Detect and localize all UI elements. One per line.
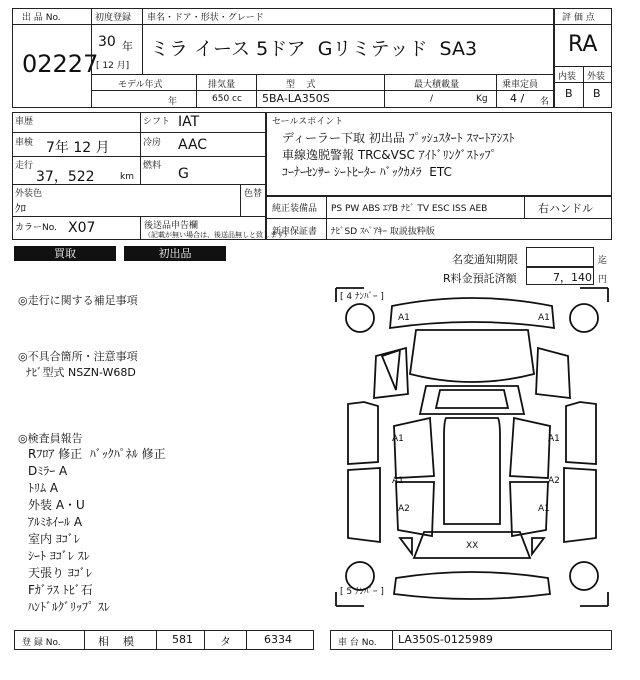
- car-name-label: 車名・ドア・形状・グレード: [147, 13, 264, 23]
- sales-points-label: セールスポイント: [272, 117, 344, 127]
- buy-badge: 買取: [14, 246, 116, 261]
- type-value: 5BA-LA350S: [262, 92, 330, 105]
- ac-value: AAC: [178, 137, 208, 153]
- recycle-label: R料金預託済額: [443, 272, 517, 285]
- inspector-line: Dﾐﾗｰ A: [28, 464, 68, 478]
- name-change-unit: 迄: [598, 256, 608, 266]
- car-damage-diagram: [334, 286, 610, 608]
- first-listing-badge: 初出品: [124, 246, 226, 261]
- damage-mark: A1: [392, 476, 404, 486]
- sales-point-line: ディーラー下取 初出品 ﾌﾟｯｼｭｽﾀｰﾄ ｽﾏｰﾄｱｼｽﾄ: [282, 131, 515, 145]
- name-change-box: [526, 247, 594, 267]
- damage-mark: A2: [398, 504, 410, 514]
- damage-mark: A1: [538, 313, 550, 323]
- defects-title: ◎不具合箇所・注意事項: [18, 350, 138, 363]
- ac-label: 冷房: [143, 138, 162, 148]
- inspector-line: 天張り ﾖｺﾞﾚ: [28, 566, 92, 580]
- max-load-label: 最大積載量: [414, 80, 460, 90]
- first-reg-label: 初度登録: [95, 13, 132, 23]
- registration-kana: タ: [220, 635, 231, 648]
- chassis-label: 車 台 No.: [338, 638, 377, 648]
- damage-mark: XX: [466, 541, 479, 551]
- inspector-line: 室内 ﾖｺﾞﾚ: [28, 532, 80, 546]
- type-label: 型 式: [286, 80, 316, 90]
- eval-score: RA: [568, 32, 598, 57]
- damage-mark: A1: [398, 313, 410, 323]
- fuel-value: G: [178, 166, 189, 182]
- rear-plate-label: [ 5 ﾅﾝﾊﾞｰ ]: [340, 587, 384, 597]
- model-year-label: モデル年式: [118, 80, 163, 90]
- inspector-line: 外装 A・U: [28, 498, 85, 512]
- inspector-line: ｼｰﾄ ﾖｺﾞﾚ ｽﾚ: [28, 549, 90, 563]
- registration-number: 6334: [264, 633, 292, 646]
- front-plate-label: [ 4 ﾅﾝﾊﾞｰ ]: [340, 292, 384, 302]
- reg-year: 30: [98, 34, 116, 50]
- reg-month: [ 12 月]: [96, 61, 130, 71]
- damage-mark: A2: [548, 476, 560, 486]
- sales-point-line: 車線逸脱警報 TRC&VSC ｱｲﾄﾞﾘﾝｸﾞｽﾄｯﾌﾟ: [282, 148, 497, 162]
- name-change-label: 名変通知期限: [452, 253, 518, 266]
- steering-value: 右ハンドル: [538, 202, 593, 215]
- damage-mark: A1: [392, 434, 404, 444]
- registration-region: 相 模: [98, 635, 134, 648]
- color-no-label: カラーNo.: [15, 223, 57, 233]
- inspector-title: ◎検査員報告: [18, 432, 83, 445]
- inspector-line: Fｶﾞﾗｽ ﾄﾋﾞ石: [28, 583, 93, 597]
- capacity-label: 乗車定員: [502, 80, 539, 90]
- recycle-value: 7，140: [553, 271, 592, 284]
- inspection-value: 7年 12 月: [46, 140, 110, 156]
- lot-label: 出 品 No.: [22, 13, 61, 23]
- color-change-label: 色替: [244, 189, 263, 199]
- defects-text: ﾅﾋﾞ型式 NSZN-W68D: [26, 366, 136, 379]
- color-no-value: X07: [68, 220, 96, 236]
- inspection-label: 車検: [15, 138, 34, 148]
- interior-label: 内装: [558, 72, 577, 82]
- inspector-line: Rﾌﾛｱ 修正 ﾊﾞｯｸﾊﾟﾈﾙ 修正: [28, 447, 166, 461]
- fuel-label: 燃料: [143, 161, 162, 171]
- sales-point-line: ｺｰﾅｰｾﾝｻｰ ｼｰﾄﾋｰﾀｰ ﾊﾞｯｸｶﾒﾗ ETC: [282, 165, 452, 179]
- registration-class: 581: [172, 633, 193, 646]
- equipment-label: 純正装備品: [272, 204, 318, 214]
- damage-mark: A1: [538, 504, 550, 514]
- capacity-value: 4 /: [510, 92, 525, 105]
- max-load-unit: Kg: [476, 94, 488, 104]
- interior-score: B: [565, 87, 573, 100]
- mileage-label: 走行: [15, 161, 34, 171]
- history-label: 車歴: [15, 117, 34, 127]
- ext-color-label: 外装色: [15, 189, 43, 199]
- inspector-line: ﾄﾘﾑ A: [28, 481, 59, 495]
- lot-number: 02227: [22, 50, 99, 78]
- mileage-value: 37，522: [36, 169, 95, 185]
- max-load-value: /: [430, 94, 434, 104]
- exterior-score: B: [593, 87, 601, 100]
- damage-mark: A1: [548, 434, 560, 444]
- shift-label: シフト: [143, 117, 171, 127]
- car-name: ミラ イース 5ドア Gリミテッド SA3: [150, 38, 478, 60]
- ext-color-value: ｸﾛ: [15, 202, 26, 215]
- mileage-unit: km: [120, 172, 134, 182]
- displacement-label: 排気量: [208, 80, 236, 90]
- eval-label: 評 価 点: [562, 13, 595, 23]
- capacity-unit: 名: [540, 97, 550, 107]
- exterior-label: 外装: [587, 72, 606, 82]
- displacement-value: 650 cc: [212, 94, 242, 104]
- warranty-items: ﾅﾋﾞSD ｽﾍﾟｱｷｰ 取説抜粋版: [331, 227, 435, 237]
- shift-value: IAT: [178, 114, 200, 130]
- warranty-label: 新車保証書: [272, 227, 318, 237]
- driving-notes-title: ◎走行に関する補足事項: [18, 294, 138, 307]
- inspector-line: ﾊﾝﾄﾞﾙｸﾞﾘｯﾌﾟ ｽﾚ: [28, 600, 110, 614]
- chassis-number: LA350S-0125989: [398, 633, 493, 646]
- model-year-unit: 年: [168, 97, 178, 107]
- post-note: （記載が無い場合は、後送品無しと致します）: [144, 231, 291, 239]
- registration-label: 登 録 No.: [22, 638, 61, 648]
- equipment-items: PS PW ABS ｴｱB ﾅﾋﾞ TV ESC ISS AEB: [331, 204, 488, 214]
- inspector-line: ｱﾙﾐﾎｲｰﾙ A: [28, 515, 83, 529]
- recycle-unit: 円: [598, 275, 608, 285]
- reg-year-unit: 年: [122, 40, 133, 53]
- post-label: 後送品申告欄: [144, 221, 199, 231]
